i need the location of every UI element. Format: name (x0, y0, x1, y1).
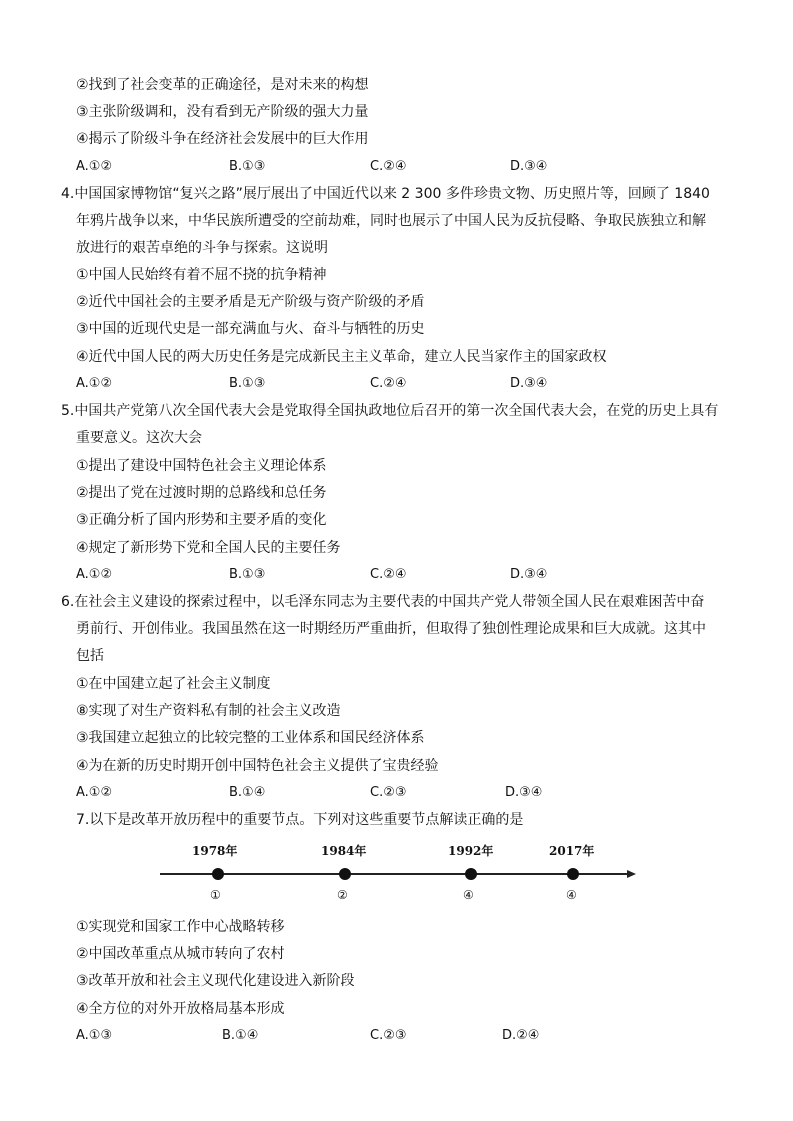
q7-option-b[interactable]: B.①④ (222, 1028, 259, 1043)
q3-item-4: ④揭示了阶级斗争在经济社会发展中的巨大作用 (76, 131, 369, 147)
q6-option-d[interactable]: D.③④ (505, 785, 543, 800)
q7-item-4: ④全方位的对外开放格局基本形成 (76, 1001, 285, 1017)
q4-option-c[interactable]: C.②④ (370, 376, 407, 391)
q4-option-a[interactable]: A.①② (76, 376, 113, 391)
timeline-marker-2: ② (337, 888, 348, 902)
q7-option-c[interactable]: C.②③ (370, 1028, 407, 1043)
q6-item-1: ①在中国建立起了社会主义制度 (76, 676, 271, 692)
q6-stem-line-3: 包括 (76, 648, 104, 664)
q5-stem-line-2: 重要意义。这次大会 (76, 430, 202, 446)
timeline-marker-1: ① (210, 888, 221, 902)
q7-item-2: ②中国改革重点从城市转向了农村 (76, 946, 285, 962)
q7-item-3: ③改革开放和社会主义现代化建设进入新阶段 (76, 973, 355, 989)
timeline-year-4: 2017年 (549, 844, 595, 858)
q5-option-c[interactable]: C.②④ (370, 567, 407, 582)
q7-item-1: ①实现党和国家工作中心战略转移 (76, 919, 285, 935)
q3-option-b[interactable]: B.①③ (229, 159, 266, 174)
q6-stem-line-1: 6.在社会主义建设的探索过程中，以毛泽东同志为主要代表的中国共产党人带领全国人民在艰难困苦中奋 (61, 594, 705, 610)
q7-stem: 7.以下是改革开放历程中的重要节点。下列对这些重要节点解读正确的是 (76, 812, 524, 828)
q4-item-2: ②近代中国社会的主要矛盾是无产阶级与资产阶级的矛盾 (76, 294, 425, 310)
q5-option-a[interactable]: A.①② (76, 567, 113, 582)
q3-item-2: ②找到了社会变革的正确途径，是对未来的构想 (76, 77, 369, 93)
q6-stem-line-2: 勇前行、开创伟业。我国虽然在这一时期经历严重曲折，但取得了独创性理论成果和巨大成就。这其中 (76, 621, 706, 637)
q7-option-a[interactable]: A.①③ (76, 1028, 113, 1043)
q3-item-3: ③主张阶级调和，没有看到无产阶级的强大力量 (76, 104, 369, 120)
q6-option-b[interactable]: B.①④ (229, 785, 266, 800)
timeline-node-2 (339, 868, 351, 880)
q4-item-4: ④近代中国人民的两大历史任务是完成新民主主义革命，建立人民当家作主的国家政权 (76, 349, 607, 365)
q4-option-b[interactable]: B.①③ (229, 376, 266, 391)
timeline-node-4 (567, 868, 579, 880)
timeline-arrow-icon (627, 870, 636, 878)
q3-option-d[interactable]: D.③④ (510, 159, 548, 174)
reform-timeline (150, 838, 650, 908)
q5-stem-line-1: 5.中国共产党第八次全国代表大会是党取得全国执政地位后召开的第一次全国代表大会，在党的历史上具有 (61, 403, 719, 419)
q6-item-4: ④为在新的历史时期开创中国特色社会主义提供了宝贵经验 (76, 758, 439, 774)
q4-stem-line-2: 年鸦片战争以来，中华民族所遭受的空前劫难，同时也展示了中国人民为反抗侵略、争取民族独立和解 (76, 213, 706, 229)
timeline-node-1 (212, 868, 224, 880)
q7-option-d[interactable]: D.②④ (502, 1028, 540, 1043)
q4-item-3: ③中国的近现代史是一部充满血与火、奋斗与牺牲的历史 (76, 321, 425, 337)
timeline-year-1: 1978年 (192, 844, 238, 858)
timeline-marker-3: ④ (463, 888, 474, 902)
q3-option-c[interactable]: C.②④ (370, 159, 407, 174)
q4-stem-line-1: 4.中国国家博物馆“复兴之路”展厅展出了中国近代以来 2 300 多件珍贵文物、历史照片等，回顾了 1840 (61, 186, 710, 202)
q5-option-d[interactable]: D.③④ (510, 567, 548, 582)
q5-item-4: ④规定了新形势下党和全国人民的主要任务 (76, 540, 341, 556)
q6-option-c[interactable]: C.②③ (370, 785, 407, 800)
timeline-year-3: 1992年 (448, 844, 494, 858)
q6-item-3: ③我国建立起独立的比较完整的工业体系和国民经济体系 (76, 730, 425, 746)
timeline-node-3 (465, 868, 477, 880)
q5-item-3: ③正确分析了国内形势和主要矛盾的变化 (76, 512, 327, 528)
q6-option-a[interactable]: A.①② (76, 785, 113, 800)
q4-item-1: ①中国人民始终有着不屈不挠的抗争精神 (76, 267, 327, 283)
timeline-marker-4: ④ (566, 888, 577, 902)
q3-option-a[interactable]: A.①② (76, 159, 113, 174)
q5-item-1: ①提出了建设中国特色社会主义理论体系 (76, 458, 327, 474)
q5-option-b[interactable]: B.①③ (229, 567, 266, 582)
q6-item-2: ⑧实现了对生产资料私有制的社会主义改造 (76, 703, 341, 719)
timeline-year-2: 1984年 (321, 844, 367, 858)
q4-stem-line-3: 放进行的艰苦卓绝的斗争与探索。这说明 (76, 240, 328, 256)
q5-item-2: ②提出了党在过渡时期的总路线和总任务 (76, 485, 327, 501)
q4-option-d[interactable]: D.③④ (510, 376, 548, 391)
